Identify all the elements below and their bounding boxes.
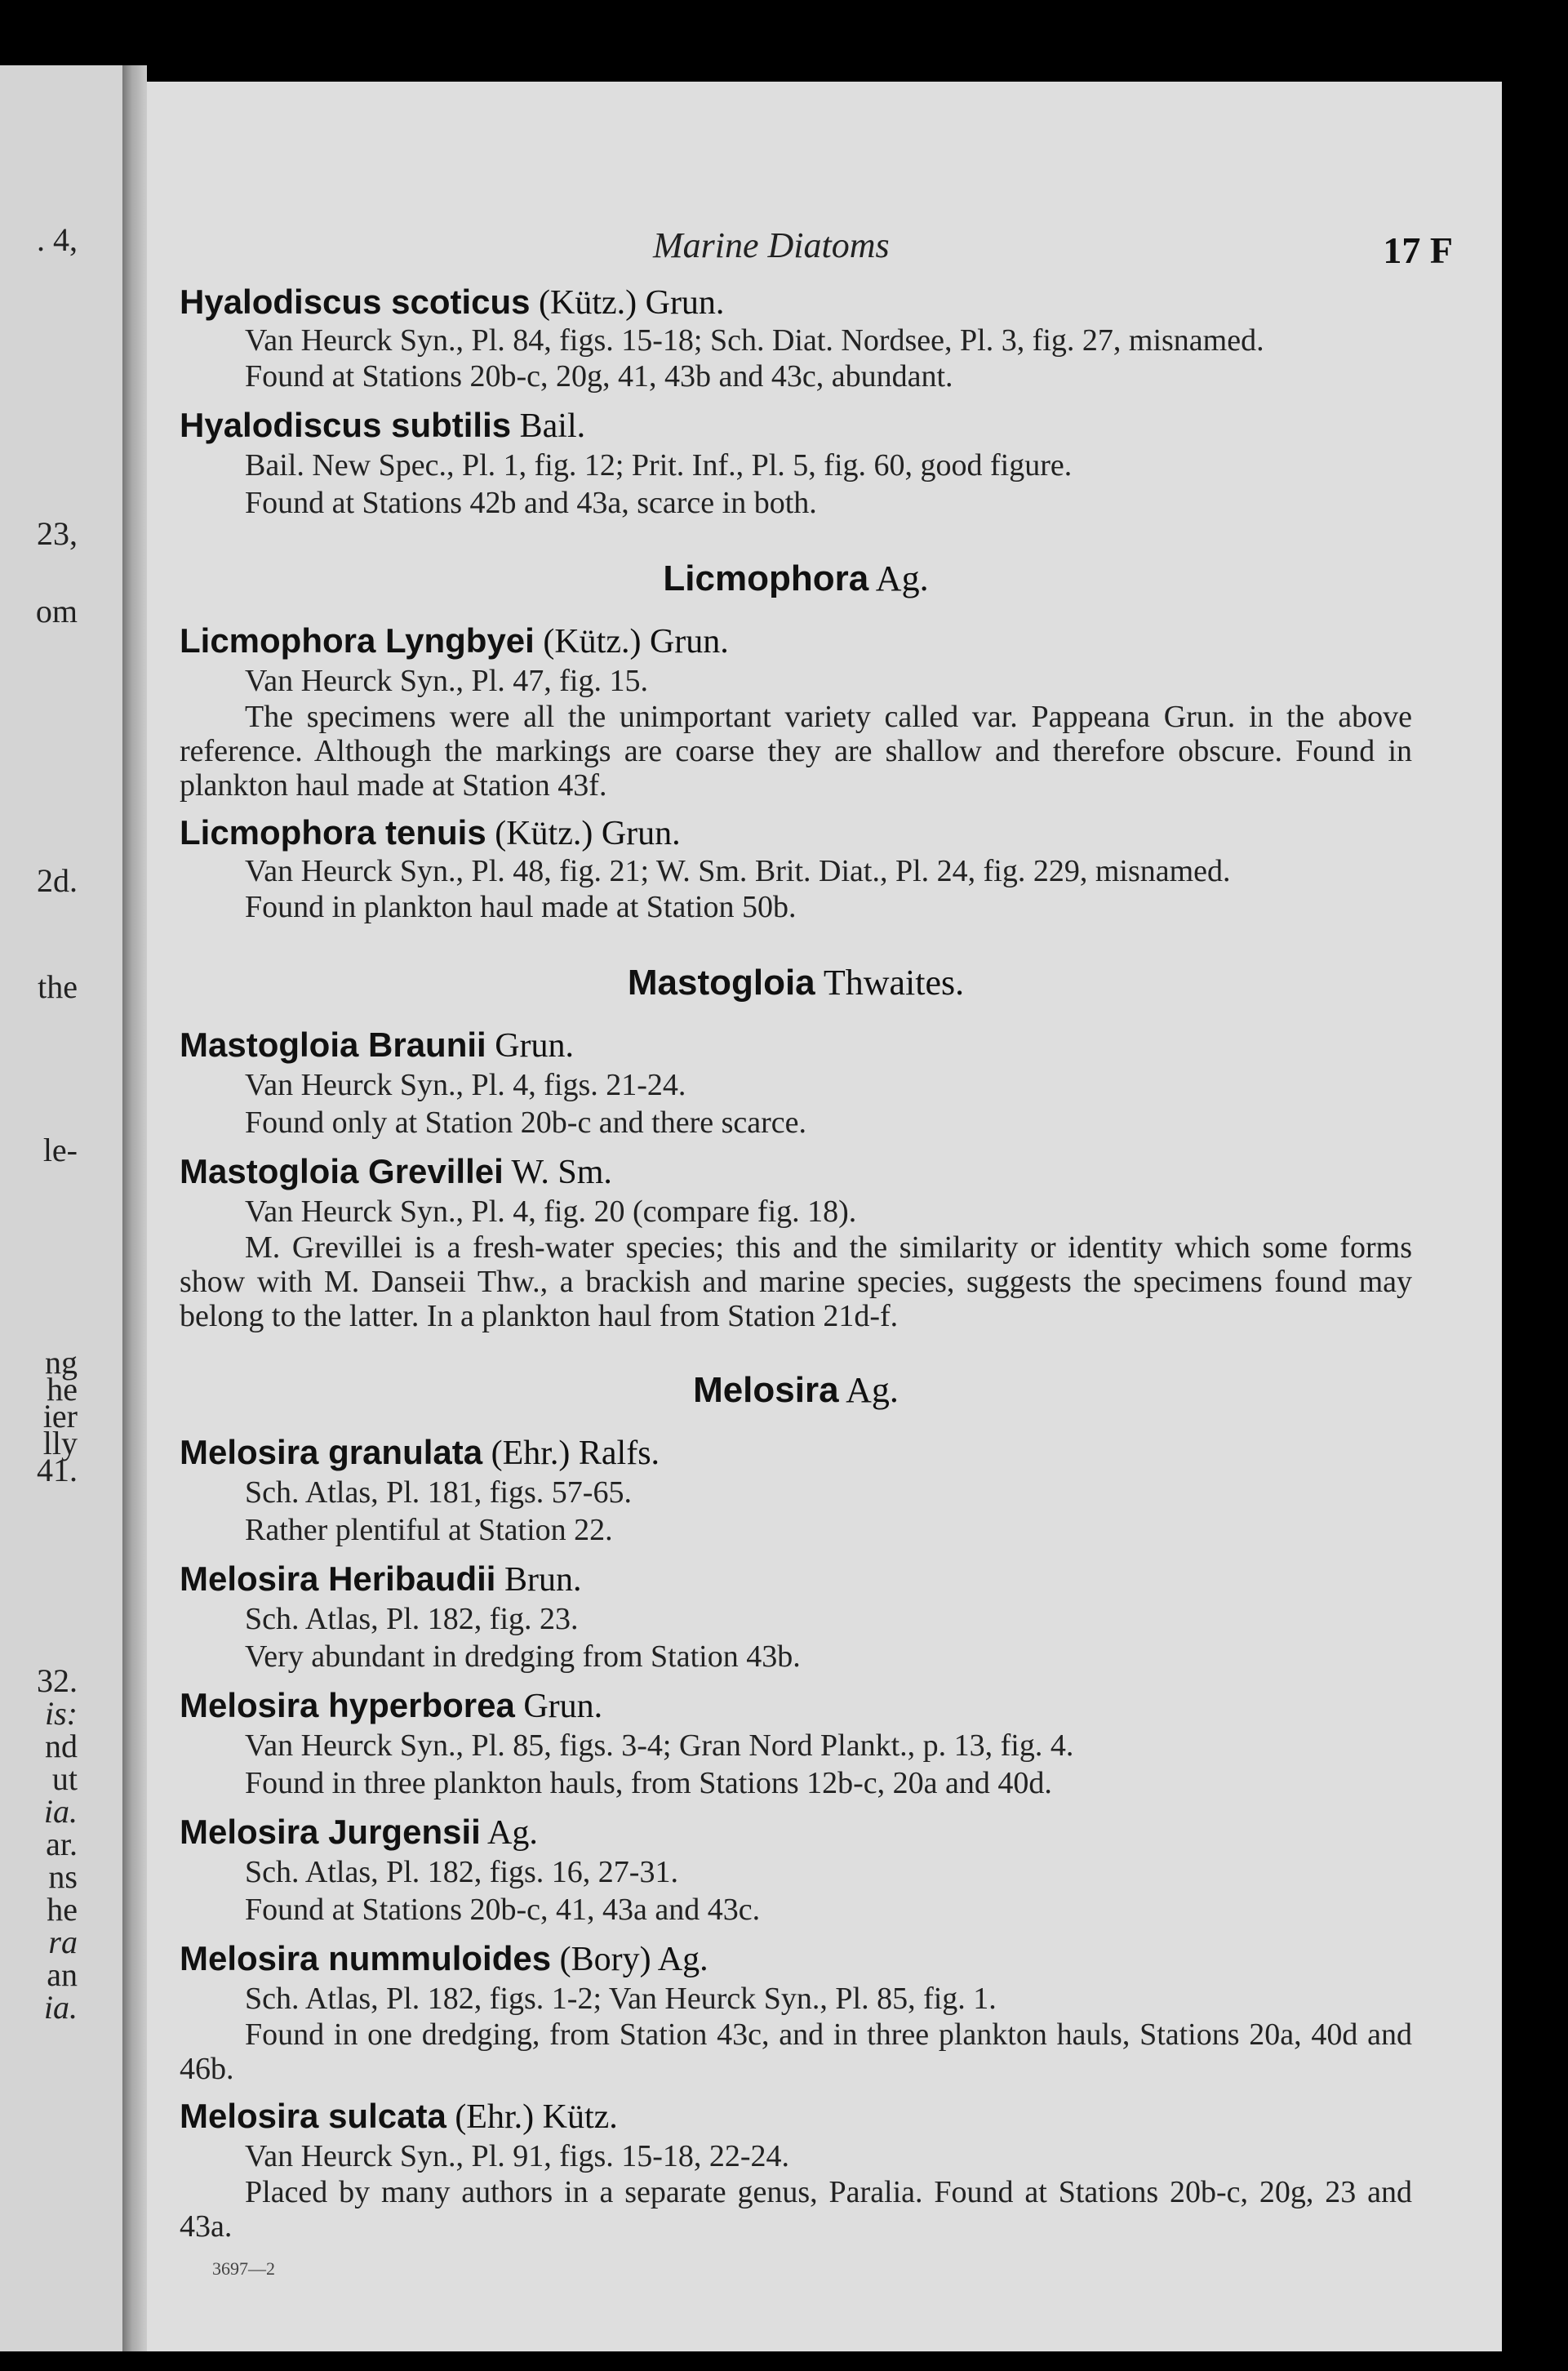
species-entry: [180, 1559, 1412, 1675]
facing-text: le-: [42, 1132, 78, 1168]
species-name: Mastogloia Braunii: [180, 1025, 486, 1064]
species-entry: [180, 1938, 1412, 2086]
species-entry: [180, 1151, 1412, 1333]
facing-text: 32.: [37, 1662, 78, 1699]
facing-text: ut: [51, 1760, 78, 1797]
locality: Found at Stations 20b-c, 20g, 41, 43b and 43c, abundant.: [245, 359, 953, 394]
species-author: Ag.: [486, 1814, 538, 1852]
reference: Van Heurck Syn., Pl. 84, figs. 15-18; Sch. Diat. Nordsee, Pl. 3, fig. 27, misnamed.: [245, 323, 1264, 358]
genus-author: Ag.: [846, 1370, 899, 1410]
genus-name: Mastogloia: [627, 963, 815, 1003]
species-name: Mastogloia Grevillei: [180, 1152, 504, 1190]
reference: Sch. Atlas, Pl. 182, figs. 16, 27-31.: [245, 1855, 678, 1889]
species-name: Hyalodiscus subtilis: [180, 406, 512, 444]
genus-author: Thwaites.: [823, 963, 965, 1003]
genus-heading: [180, 962, 1412, 1003]
species-author: Brun.: [504, 1561, 582, 1599]
note: Found in one dredging, from Station 43c, and in three plankton hauls, Stations 20a, 40d and 46b.: [180, 2017, 1412, 2086]
reference: Van Heurck Syn., Pl. 47, fig. 15.: [245, 664, 648, 698]
note: The specimens were all the unimportant variety called var. Pappeana Grun. in the above reference. Although the markings are coarse they are shallow and therefore obscure. Found in plankton haul made at Station 43f.: [180, 700, 1412, 803]
facing-text: . 4,: [37, 221, 78, 258]
facing-text: he: [47, 1371, 78, 1408]
reference: Van Heurck Syn., Pl. 4, fig. 20 (compare fig. 18).: [245, 1194, 857, 1229]
note: M. Grevillei is a fresh-water species; this and the similarity or identity which some forms show with M. Danseii Thw., a brackish and marine species, suggests the specimens found may belong to the latter. In a plankton haul from Station 21d-f.: [180, 1230, 1412, 1333]
genus-name: Melosira: [693, 1370, 839, 1410]
reference: Van Heurck Syn., Pl. 85, figs. 3-4; Gran Nord Plankt., p. 13, fig. 4.: [245, 1728, 1074, 1763]
genus-name: Licmophora: [663, 558, 869, 598]
facing-text: ia.: [43, 1989, 78, 2026]
facing-text: ng: [45, 1344, 78, 1381]
species-author: (Bory) Ag.: [559, 1941, 708, 1978]
species-entry: [180, 812, 1412, 926]
reference: Van Heurck Syn., Pl. 48, fig. 21; W. Sm. Brit. Diat., Pl. 24, fig. 229, misnamed.: [245, 854, 1231, 888]
species-name: Hyalodiscus scoticus: [180, 282, 531, 321]
reference: Bail. New Spec., Pl. 1, fig. 12; Prit. Inf., Pl. 5, fig. 60, good figure.: [245, 448, 1073, 483]
facing-text: ns: [48, 1858, 78, 1895]
genus-author: Ag.: [875, 558, 929, 598]
species-author: (Kütz.) Grun.: [543, 623, 729, 661]
facing-text: nd: [45, 1728, 78, 1764]
note: Placed by many authors in a separate genus, Paralia. Found at Stations 20b-c, 20g, 23 and 43a.: [180, 2175, 1412, 2244]
species-name: Melosira granulata: [180, 1433, 483, 1471]
species-entry: [180, 405, 1412, 522]
locality: Very abundant in dredging from Station 43b.: [245, 1639, 801, 1674]
species-author: (Kütz.) Grun.: [495, 815, 681, 852]
species-entry: [180, 1812, 1412, 1928]
locality: Found in plankton haul made at Station 50b.: [245, 890, 797, 924]
species-author: (Kütz.) Grun.: [539, 284, 725, 322]
page-number: 17 F: [1383, 229, 1453, 271]
species-author: (Ehr.) Kütz.: [455, 2098, 618, 2136]
species-author: (Ehr.) Ralfs.: [491, 1435, 660, 1472]
facing-text: lly: [42, 1425, 78, 1461]
facing-text: he: [47, 1891, 78, 1928]
facing-text: 41.: [37, 1452, 78, 1488]
species-name: Melosira hyperborea: [180, 1686, 515, 1724]
species-author: Grun.: [523, 1688, 603, 1725]
facing-page: [0, 65, 122, 2351]
printer-code: 3697—2: [212, 2258, 275, 2279]
species-name: Melosira Heribaudii: [180, 1559, 496, 1598]
facing-text: ar.: [46, 1826, 78, 1862]
genus-heading: [180, 1369, 1412, 1411]
species-author: Grun.: [495, 1027, 575, 1065]
species-entry: [180, 282, 1412, 395]
species-name: Melosira sulcata: [180, 2097, 446, 2135]
facing-text: the: [38, 968, 78, 1005]
species-entry: [180, 621, 1412, 803]
species-entry: [180, 2096, 1412, 2244]
locality: Found at Stations 20b-c, 41, 43a and 43c.: [245, 1893, 761, 1927]
reference: Sch. Atlas, Pl. 181, figs. 57-65.: [245, 1475, 632, 1510]
locality: Rather plentiful at Station 22.: [245, 1513, 613, 1547]
locality: Found in three plankton hauls, from Stations 12b-c, 20a and 40d.: [245, 1766, 1052, 1800]
locality: Found at Stations 42b and 43a, scarce in both.: [245, 486, 817, 520]
species-name: Melosira Jurgensii: [180, 1813, 481, 1851]
facing-text: is:: [45, 1695, 78, 1732]
species-entry: [180, 1685, 1412, 1802]
reference: Van Heurck Syn., Pl. 91, figs. 15-18, 22-24.: [245, 2139, 790, 2173]
species-author: W. Sm.: [511, 1154, 612, 1191]
reference: Van Heurck Syn., Pl. 4, figs. 21-24.: [245, 1068, 686, 1102]
book-gutter: [122, 65, 147, 2351]
species-author: Bail.: [519, 407, 586, 445]
page: [147, 82, 1502, 2351]
facing-text: om: [35, 593, 78, 629]
facing-text: 23,: [37, 515, 78, 552]
reference: Sch. Atlas, Pl. 182, fig. 23.: [245, 1602, 579, 1636]
facing-text: ia.: [43, 1793, 78, 1830]
species-entry: [180, 1025, 1412, 1141]
species-entry: [180, 1432, 1412, 1549]
running-head: Marine Diatoms: [653, 225, 890, 265]
locality: Found only at Station 20b-c and there scarce.: [245, 1105, 807, 1140]
page-body: [180, 282, 1412, 2280]
species-name: Melosira nummuloides: [180, 1939, 552, 1977]
species-name: Licmophora tenuis: [180, 813, 486, 852]
facing-text: 2d.: [37, 862, 78, 899]
facing-text: an: [47, 1956, 78, 1993]
facing-text: ier: [42, 1398, 78, 1435]
species-name: Licmophora Lyngbyei: [180, 621, 535, 660]
reference: Sch. Atlas, Pl. 182, figs. 1-2; Van Heurck Syn., Pl. 85, fig. 1.: [245, 1982, 997, 2016]
genus-heading: [180, 558, 1412, 599]
facing-text: ra: [48, 1924, 78, 1960]
